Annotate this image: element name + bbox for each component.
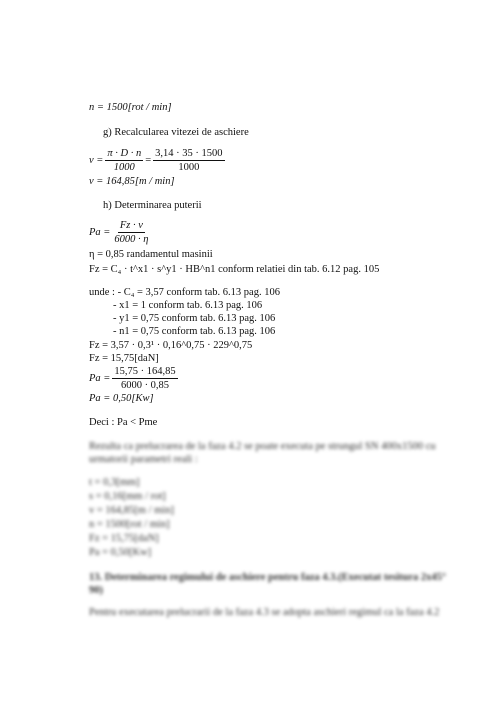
v-den-symbolic: 1000 (113, 162, 135, 173)
unde-line-2: - x1 = 1 conform tab. 6.13 pag. 106 (113, 300, 263, 311)
v-equals: = (145, 155, 152, 166)
eta-line: η = 0,85 randamentul masinii (89, 249, 213, 260)
v-fraction-symbolic (105, 148, 143, 173)
blurred-paragraph-2: Pentru executarea prelucrarii de la faza 4.3 se adopta aschieri regimul ca la faza 4.2 (89, 607, 440, 618)
pa2-fraction (112, 366, 177, 391)
pa-formula (89, 220, 152, 245)
pa-num: Fz · v (119, 220, 143, 231)
blurred-list-item: Fz = 15,75[daN] (89, 533, 159, 544)
fz-formula-line: Fz = C₄ · t^x1 · s^y1 · HB^n1 conform relatiei din tab. 6.12 pag. 105 (89, 264, 380, 275)
v-num-symbolic: π · D · n (107, 148, 142, 159)
pa-calc-formula (89, 366, 180, 391)
pa-lhs: Pa = (89, 227, 111, 238)
blurred-list-item: t = 0,3[mm] (89, 477, 140, 488)
blurred-paragraph-1b: urmatorii parametri reali : (89, 454, 198, 465)
v-den-numeric: 1000 (178, 162, 200, 173)
pa-den: 6000 · η (114, 234, 149, 245)
blurred-heading: 13. Determinarea regimului de aschiere pentru faza 4.3.(Executat tesitura 2x45° (89, 572, 447, 583)
blurred-list-item: s = 0,16[mm / rot] (89, 491, 166, 502)
v-num-numeric: 3,14 · 35 · 1500 (155, 148, 223, 159)
deci-line: Deci : Pa < Pme (89, 417, 158, 428)
blurred-paragraph-1: Rezulta ca prelucrarea de la faza 4.2 se poate executa pe strungul SN 400x1500 cu (89, 441, 436, 452)
blurred-heading-2: 90) (89, 585, 103, 596)
pa-value-line: Pa = 0,50[Kw] (89, 393, 154, 404)
unde-line-3: - y1 = 0,75 conform tab. 6.13 pag. 106 (113, 313, 276, 324)
blurred-list-item: n = 1500[rot / min] (89, 519, 170, 530)
pa2-den: 6000 · 0,85 (120, 380, 170, 391)
pa2-lhs: Pa = (89, 373, 111, 384)
section-h-heading: h) Determinarea puterii (103, 200, 202, 211)
v-lhs: v = (89, 155, 104, 166)
unde-line-4: - n1 = 0,75 conform tab. 6.13 pag. 106 (113, 326, 276, 337)
v-fraction-numeric (153, 148, 224, 173)
v-value-line: v = 164,85[m / min] (89, 176, 175, 187)
fz-calc-line: Fz = 3,57 · 0,3¹ · 0,16^0,75 · 229^0,75 (89, 340, 253, 351)
unde-line-1: unde : - C₄ = 3,57 conform tab. 6.13 pag. 106 (89, 287, 280, 298)
blurred-list-item: v = 164,85[m / min] (89, 505, 174, 516)
fz-value-line: Fz = 15,75[daN] (89, 353, 159, 364)
v-formula (89, 148, 227, 173)
blurred-list-item: Pa = 0,50[Kw] (89, 547, 152, 558)
pa-fraction (112, 220, 150, 245)
n-value-line: n = 1500[rot / min] (89, 102, 172, 113)
section-g-heading: g) Recalcularea vitezei de aschiere (103, 127, 249, 138)
pa2-num: 15,75 · 164,85 (114, 366, 176, 377)
